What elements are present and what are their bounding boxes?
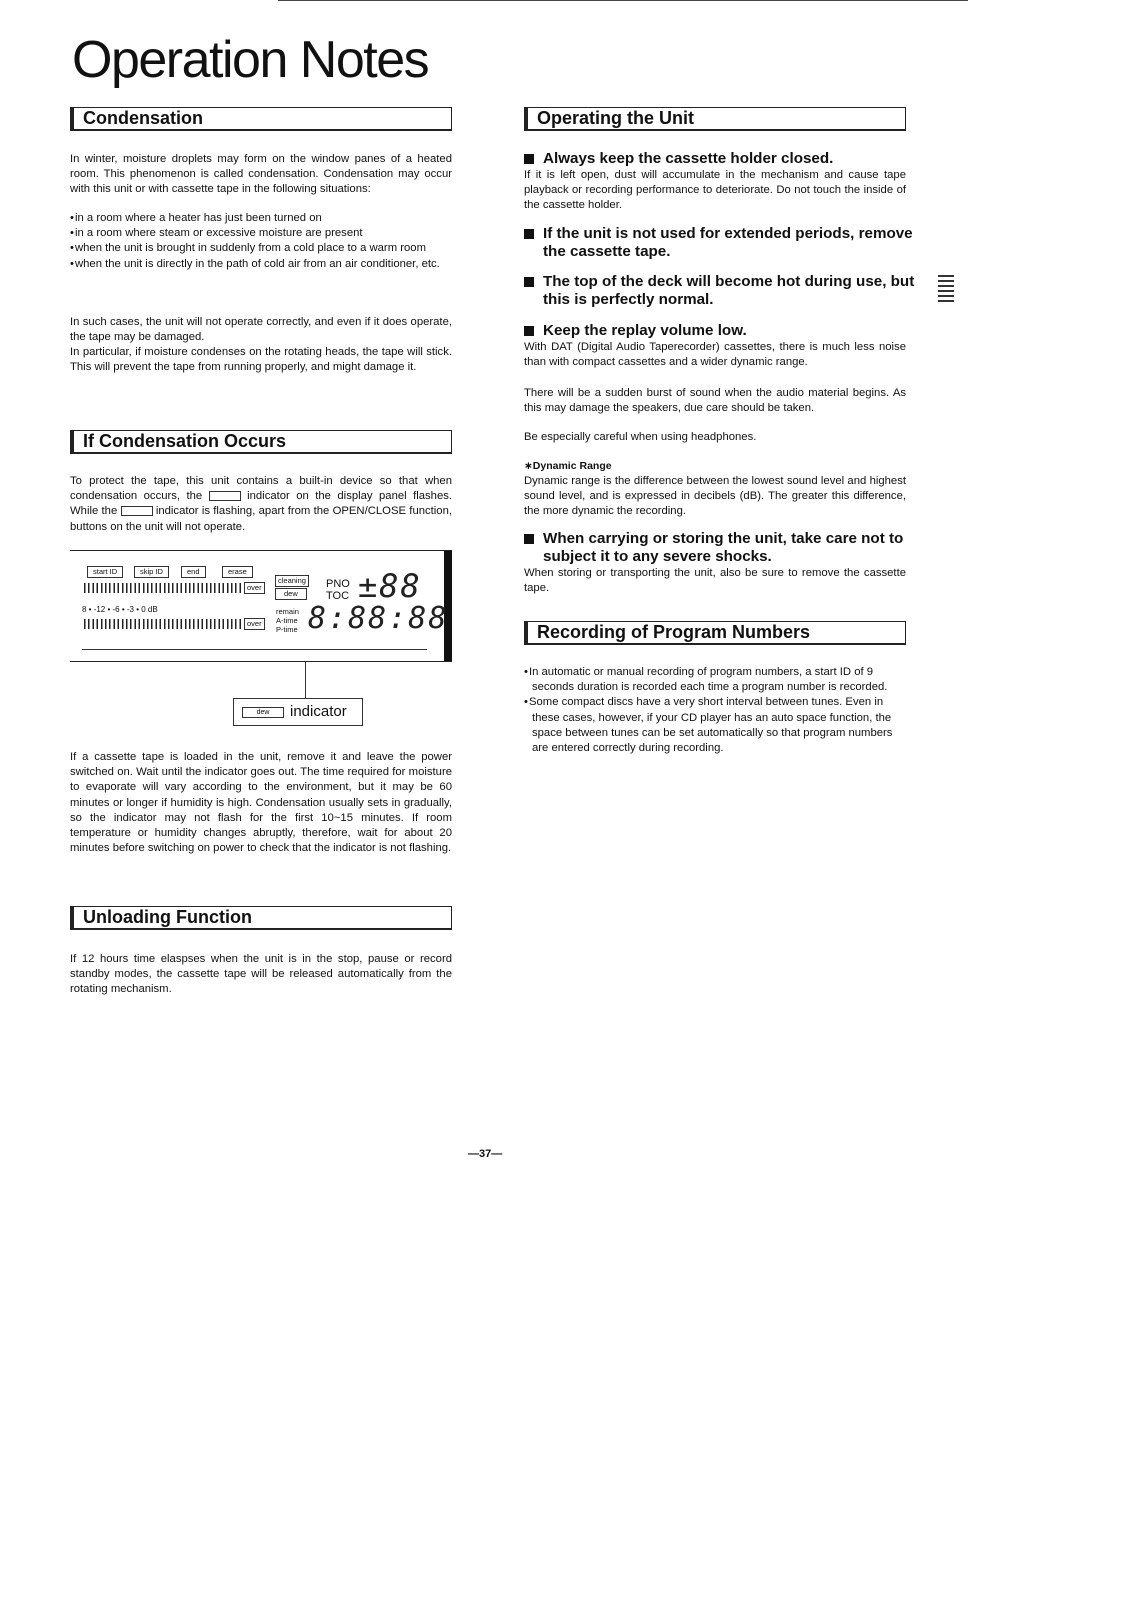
skip-id-tag: skip ID: [134, 566, 169, 578]
p-time-label: P-time: [276, 625, 298, 634]
operating-text-5: When storing or transporting the unit, also be sure to remove the cassette tape.: [524, 567, 906, 595]
operating-subheading-3: [524, 273, 925, 309]
pno-digits: ±88: [358, 567, 422, 605]
list-item: • in a room where a heater has just been turned on: [70, 211, 452, 226]
over-tag-top: over: [244, 582, 265, 594]
time-digits: 8:88:88: [308, 601, 449, 636]
operating-subheading-2: [524, 225, 925, 261]
recording-bullet-list: [524, 665, 906, 756]
page-number: —37—: [468, 1148, 503, 1160]
dew-indicator-icon: [209, 491, 241, 501]
glossary-title: ∗Dynamic Range: [524, 460, 612, 472]
condensation-para-2: In such cases, the unit will not operate correctly, and even if it does operate, the tape may be damaged.: [70, 316, 452, 344]
dew-indicator-callout: [233, 698, 363, 726]
over-tag-bottom: over: [244, 618, 265, 630]
subheading-text: The top of the deck will become hot during use, but this is perfectly normal.: [543, 273, 915, 308]
erase-tag: erase: [222, 566, 253, 578]
subheading-text: Always keep the cassette holder closed.: [543, 150, 834, 167]
page-title: Operation Notes: [72, 31, 429, 89]
a-time-label: A-time: [276, 616, 298, 625]
level-meter-bottom: [84, 619, 242, 629]
list-item: • in a room where steam or excessive moisture are present: [70, 226, 452, 241]
square-bullet-icon: [524, 534, 534, 544]
unloading-text: If 12 hours time elaspses when the unit is in the stop, pause or record standby modes, the cassette tape will be released automatically from the rotating mechanism.: [70, 953, 452, 996]
condensation-para-3: In particular, if moisture condenses on the rotating heads, the tape will stick. This will prevent the tape from running properly, and might damage it.: [70, 346, 452, 374]
text-segment: indicator on the display panel flashes. While the: [70, 490, 453, 518]
operating-subheading-4: [524, 322, 925, 340]
operating-text-4c: Be especially careful when using headphones.: [524, 431, 757, 443]
level-meter-top: [84, 583, 242, 593]
condensation-intro: In winter, moisture droplets may form on the window panes of a heated room. This phenomenon is called condensation. Condensation may occur with this unit or with cassette tape in the following situations:: [70, 153, 452, 196]
recording-heading: Recording of Program Numbers: [524, 621, 906, 645]
if-condensation-para-2: If a cassette tape is loaded in the unit, remove it and leave the power switched on. Wait until the indicator goes out. The time required for moisture to evaporate will vary according to the environment, but it may be 60 minutes or longer if humidity is high. Condensation usually sets in gradually, so the indicator may not flash for the first 10~15 minutes. If room temperature or humidity changes abruptly, therefore, wait for about 20 minutes before switching on power to check that the indicator is not flashing.: [70, 751, 452, 855]
remain-label: remain: [276, 607, 299, 616]
operating-text-4b: There will be a sudden burst of sound when the audio material begins. As this may damage the speakers, due care should be taken.: [524, 387, 906, 415]
cleaning-tag: cleaning: [275, 575, 309, 587]
square-bullet-icon: [524, 154, 534, 164]
if-condensation-para-1: [70, 474, 452, 535]
list-item: • when the unit is directly in the path of cold air from an air conditioner, etc.: [70, 257, 452, 272]
dew-indicator-icon: [121, 506, 153, 516]
start-id-tag: start ID: [87, 566, 123, 578]
subheading-text: When carrying or storing the unit, take care not to subject it to any severe shocks.: [543, 530, 904, 565]
if-condensation-heading: If Condensation Occurs: [70, 430, 452, 454]
condensation-heading: Condensation: [70, 107, 452, 131]
pno-label: PNO: [326, 578, 350, 590]
callout-label: indicator: [290, 703, 347, 720]
display-window: [82, 563, 449, 650]
operating-text-1: If it is left open, dust will accumulate in the mechanism and cause tape playback or recording performance to deteriorate. Do not touch the inside of the cassette holder.: [524, 169, 906, 212]
end-tag: end: [181, 566, 206, 578]
scan-marks: [938, 275, 954, 315]
text-segment: indicator is flashing, apart from the OPEN/CLOSE function, buttons on the unit will not operate.: [70, 505, 453, 533]
condensation-bullet-list: [70, 211, 452, 272]
list-item: • In automatic or manual recording of program numbers, a start ID of 9 seconds duration is recorded each time a program number is recorded.: [524, 665, 906, 695]
display-panel-illustration: [70, 550, 452, 662]
toc-label: TOC: [326, 590, 350, 602]
glossary-text: Dynamic range is the difference between the lowest sound level and highest sound level, and is expressed in decibels (dB). The greater this difference, the more dynamic the recording.: [524, 475, 906, 518]
operating-subheading-1: [524, 150, 925, 168]
dew-tag: dew: [275, 588, 307, 600]
square-bullet-icon: [524, 229, 534, 239]
list-item: • when the unit is brought in suddenly from a cold place to a warm room: [70, 241, 452, 256]
text-segment: To protect the tape, this unit contains a built-in device so that when condensation occurs, the: [70, 475, 452, 503]
subheading-text: If the unit is not used for extended periods, remove the cassette tape.: [543, 225, 913, 260]
square-bullet-icon: [524, 277, 534, 287]
db-scale: 8 • -12 • -6 • -3 • 0 dB: [82, 605, 158, 614]
operating-subheading-5: [524, 530, 925, 566]
subheading-text: Keep the replay volume low.: [543, 322, 747, 339]
top-rule: [278, 0, 968, 1]
list-item: • Some compact discs have a very short interval between tunes. Even in these cases, however, if your CD player has an auto space function, the space between tunes can be set automatically so that program numbers are entered correctly during recording.: [524, 695, 906, 756]
unloading-heading: Unloading Function: [70, 906, 452, 930]
square-bullet-icon: [524, 326, 534, 336]
operating-heading: Operating the Unit: [524, 107, 906, 131]
dew-indicator-icon: dew: [242, 707, 284, 718]
callout-pointer: [305, 662, 306, 698]
operating-text-4a: With DAT (Digital Audio Taperecorder) cassettes, there is much less noise than with compact cassettes and a wider dynamic range.: [524, 341, 906, 369]
